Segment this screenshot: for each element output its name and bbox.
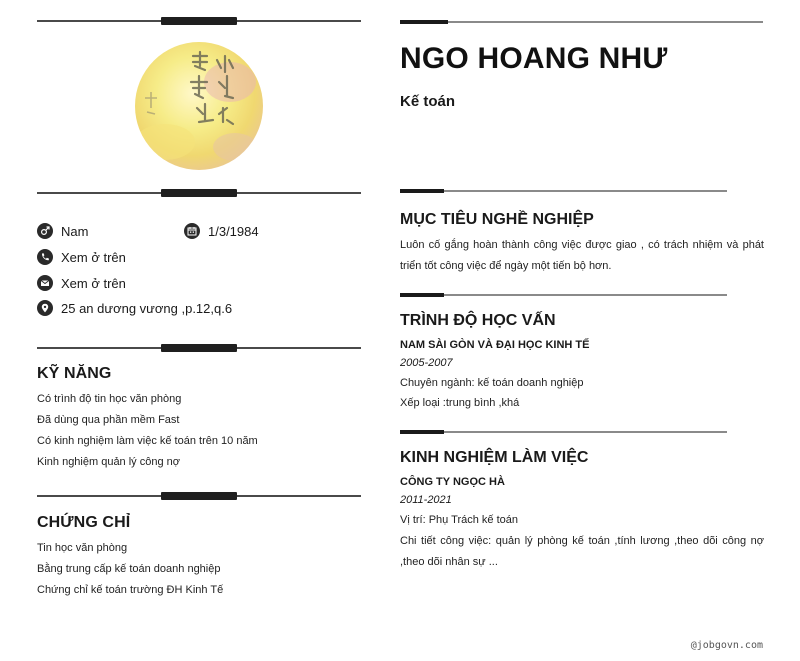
location-pin-icon	[37, 300, 53, 316]
education-school: NAM SÀI GÒN VÀ ĐẠI HỌC KINH TẾ	[400, 339, 590, 351]
skills-title: KỸ NĂNG	[37, 365, 112, 382]
divider-below-photo	[37, 192, 361, 194]
info-gender	[37, 223, 88, 239]
gender-value: Nam	[61, 223, 89, 239]
education-grade: Xếp loại :trung bình ,khá	[400, 397, 520, 409]
divider-top-right	[400, 21, 763, 23]
experience-position: Vị trí: Phụ Trách kế toán	[400, 514, 519, 526]
calendar-icon	[184, 223, 200, 239]
calligraphy-portrait-icon	[135, 42, 263, 170]
job-title: Kế toán	[400, 93, 456, 110]
education-title: TRÌNH ĐỘ HỌC VẤN	[400, 312, 556, 329]
phone-icon	[37, 249, 53, 265]
skill-item: Kinh nghiệm quản lý công nợ	[37, 456, 180, 468]
experience-details: Chi tiết công việc: quản lý phòng kế toán ,tính lương ,theo dõi công nợ ,theo dõi nhân sự ...	[400, 535, 764, 568]
profile-photo	[135, 42, 263, 170]
address-value: 25 an dương vương ,p.12,q.6	[61, 300, 233, 316]
divider-objective	[400, 190, 727, 192]
objective-title: MỤC TIÊU NGHỀ NGHIỆP	[400, 211, 594, 228]
info-address	[37, 300, 232, 316]
certificate-item: Chứng chỉ kế toán trường ĐH Kinh Tế	[37, 584, 224, 596]
email-value: Xem ở trên	[61, 275, 126, 291]
skill-item: Có kinh nghiệm làm việc kế toán trên 10 năm	[37, 435, 258, 447]
birth-date-value: 1/3/1984	[208, 223, 259, 239]
education-period: 2005-2007	[400, 357, 453, 369]
skill-item: Đã dùng qua phần mềm Fast	[37, 414, 180, 426]
watermark: @jobgovn.com	[690, 640, 763, 651]
email-icon	[37, 275, 53, 291]
info-birth-date	[184, 223, 259, 239]
info-phone	[37, 249, 126, 265]
certificate-item: Bằng trung cấp kế toán doanh nghiệp	[37, 563, 221, 575]
divider-top-left	[37, 20, 361, 22]
skill-item: Có trình độ tin học văn phòng	[37, 393, 182, 405]
phone-value: Xem ở trên	[61, 249, 126, 265]
experience-period: 2011-2021	[400, 494, 452, 506]
objective-text: Luôn cố gắng hoàn thành công việc được giao , có trách nhiệm và phát triển tốt công việc để ngày một tiến bộ hơn.	[400, 239, 764, 272]
divider-education	[400, 294, 727, 296]
info-email	[37, 275, 126, 291]
experience-company: CÔNG TY NGỌC HÀ	[400, 476, 505, 488]
divider-experience	[400, 431, 727, 433]
candidate-name: NGO HOANG NHƯ	[400, 42, 668, 75]
certificates-title: CHỨNG CHỈ	[37, 514, 131, 531]
divider-certificates	[37, 495, 361, 497]
education-major: Chuyên ngành: kế toán doanh nghiệp	[400, 377, 584, 389]
experience-title: KINH NGHIỆM LÀM VIỆC	[400, 449, 589, 466]
certificate-item: Tin học văn phòng	[37, 542, 128, 554]
gender-icon	[37, 223, 53, 239]
divider-skills	[37, 347, 361, 349]
